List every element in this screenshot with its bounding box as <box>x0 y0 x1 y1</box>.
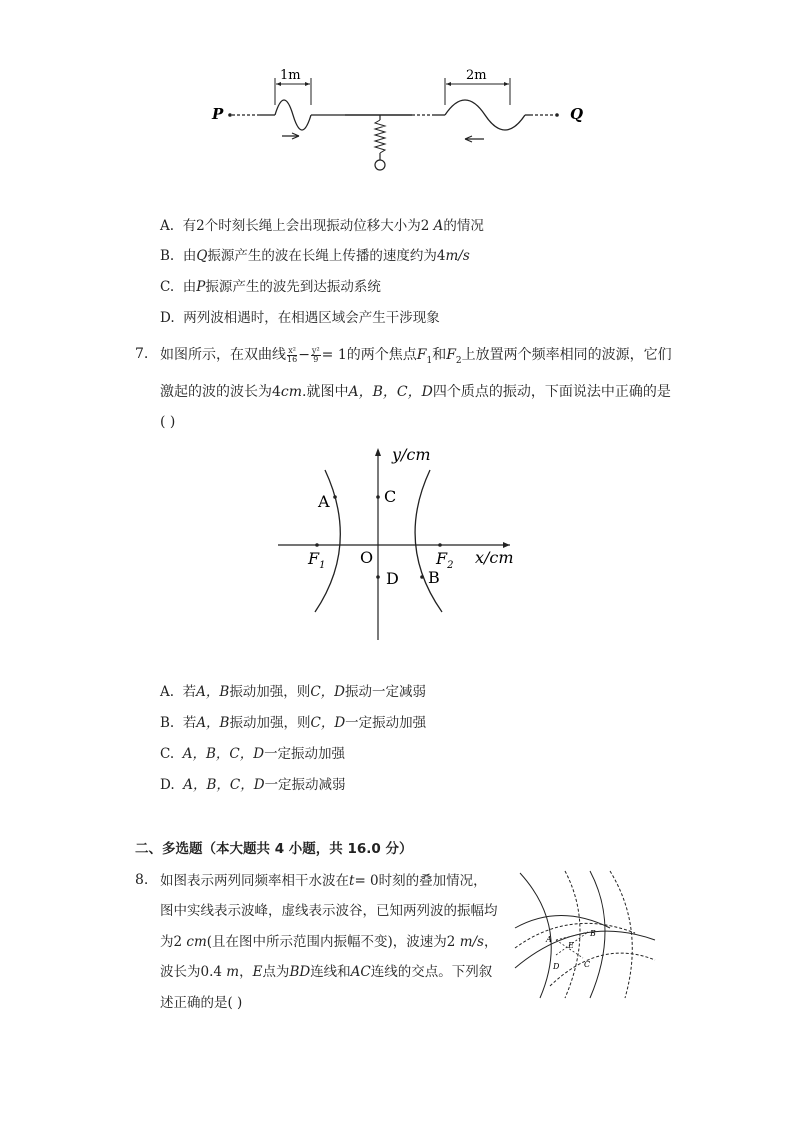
fig3-label-b: B <box>590 929 596 938</box>
q7-line-1: 如图所示，在双曲线 $\frac{\text{x²}}{16}$ − $\frac{\text{y²}}{9}$ = 1的两个焦点$F_1$和$F_2$上放置两个频率相同的波源，它们 <box>160 345 672 366</box>
q7-option-b: B. 若A，B振动加强，则C，D一定振动加强 <box>160 715 427 731</box>
q7-option-d: D. A，B，C，D一定振动减弱 <box>160 777 346 793</box>
point-a <box>333 495 337 499</box>
right-wavelength-label: 2m <box>466 68 487 83</box>
q7-line-2: 激起的波的波长为4cm.就图中A，B，C，D四个质点的振动，下面说法中正确的是 <box>160 384 671 400</box>
point-b <box>420 575 424 579</box>
focus-f2-label: $F_2$ <box>436 549 454 571</box>
right-wave <box>445 100 525 130</box>
point-a-label: A <box>318 492 330 511</box>
y-axis-label: y/cm <box>392 445 431 464</box>
q8-line-1: 如图表示两列同频率相干水波在t= 0时刻的叠加情况， <box>160 873 487 889</box>
hyperbola-right-branch <box>415 470 442 612</box>
point-d-label: D <box>386 569 399 588</box>
focus-f1-label: $F_1$ <box>308 549 326 571</box>
fraction-x2-16: $\frac{\text{x²}}{16}$ <box>287 345 298 364</box>
point-b-label: B <box>428 568 440 587</box>
q6-option-d: D. 两列波相遇时，在相遇区域会产生干涉现象 <box>160 310 440 326</box>
q6-option-c: C. 由P振源产生的波先到达振动系统 <box>160 279 381 295</box>
fraction-y2-9: $\frac{\text{y²}}{9}$ <box>311 345 320 364</box>
p-label: P <box>212 105 224 123</box>
q8-line-5: 述正确的是( ) <box>160 995 243 1011</box>
focus-f1-point <box>315 543 319 547</box>
q8-line-3: 为2 cm(且在图中所示范围内振幅不变)，波速为2 m/s， <box>160 934 498 950</box>
focus-f2-point <box>438 543 442 547</box>
interference-figure <box>510 868 660 1003</box>
spring-mass <box>375 160 385 170</box>
q7-number: 7. <box>135 346 149 362</box>
q7-option-c: C. A，B，C，D一定振动加强 <box>160 746 346 762</box>
left-wavelength-label: 1m <box>280 68 301 83</box>
fig3-label-d: D <box>553 962 560 971</box>
q7-option-a: A. 若A，B振动加强，则C，D振动一定减弱 <box>160 684 426 700</box>
q6-option-a: A. 有2个时刻长绳上会出现振动位移大小为2 A的情况 <box>160 218 484 234</box>
point-c <box>376 495 380 499</box>
q-label: Q <box>570 105 584 123</box>
fig3-label-c: C <box>584 960 591 969</box>
hyperbola-figure <box>270 440 530 650</box>
fig3-label-a: A <box>546 935 552 944</box>
spring <box>375 120 385 153</box>
q8-line-2: 图中实线表示波峰，虚线表示波谷，已知两列波的振幅均 <box>160 903 498 919</box>
left-wave <box>275 100 311 130</box>
q6-option-b: B. 由Q振源产生的波在长绳上传播的速度约为4m/s <box>160 248 470 264</box>
q8-line-4: 波长为0.4 m，E点为BD连线和AC连线的交点。下列叙 <box>160 964 493 980</box>
fig3-label-e: E <box>568 941 574 950</box>
origin-label: O <box>360 548 374 567</box>
point-d <box>376 575 380 579</box>
q8-number: 8. <box>135 872 149 888</box>
q7-line-3: ( ) <box>160 414 176 430</box>
section-heading: 二、多选题（本大题共 4 小题，共 16.0 分） <box>135 841 413 857</box>
x-axis-label: x/cm <box>475 548 514 567</box>
point-c-label: C <box>384 487 397 506</box>
rope-waves-figure <box>200 60 600 180</box>
